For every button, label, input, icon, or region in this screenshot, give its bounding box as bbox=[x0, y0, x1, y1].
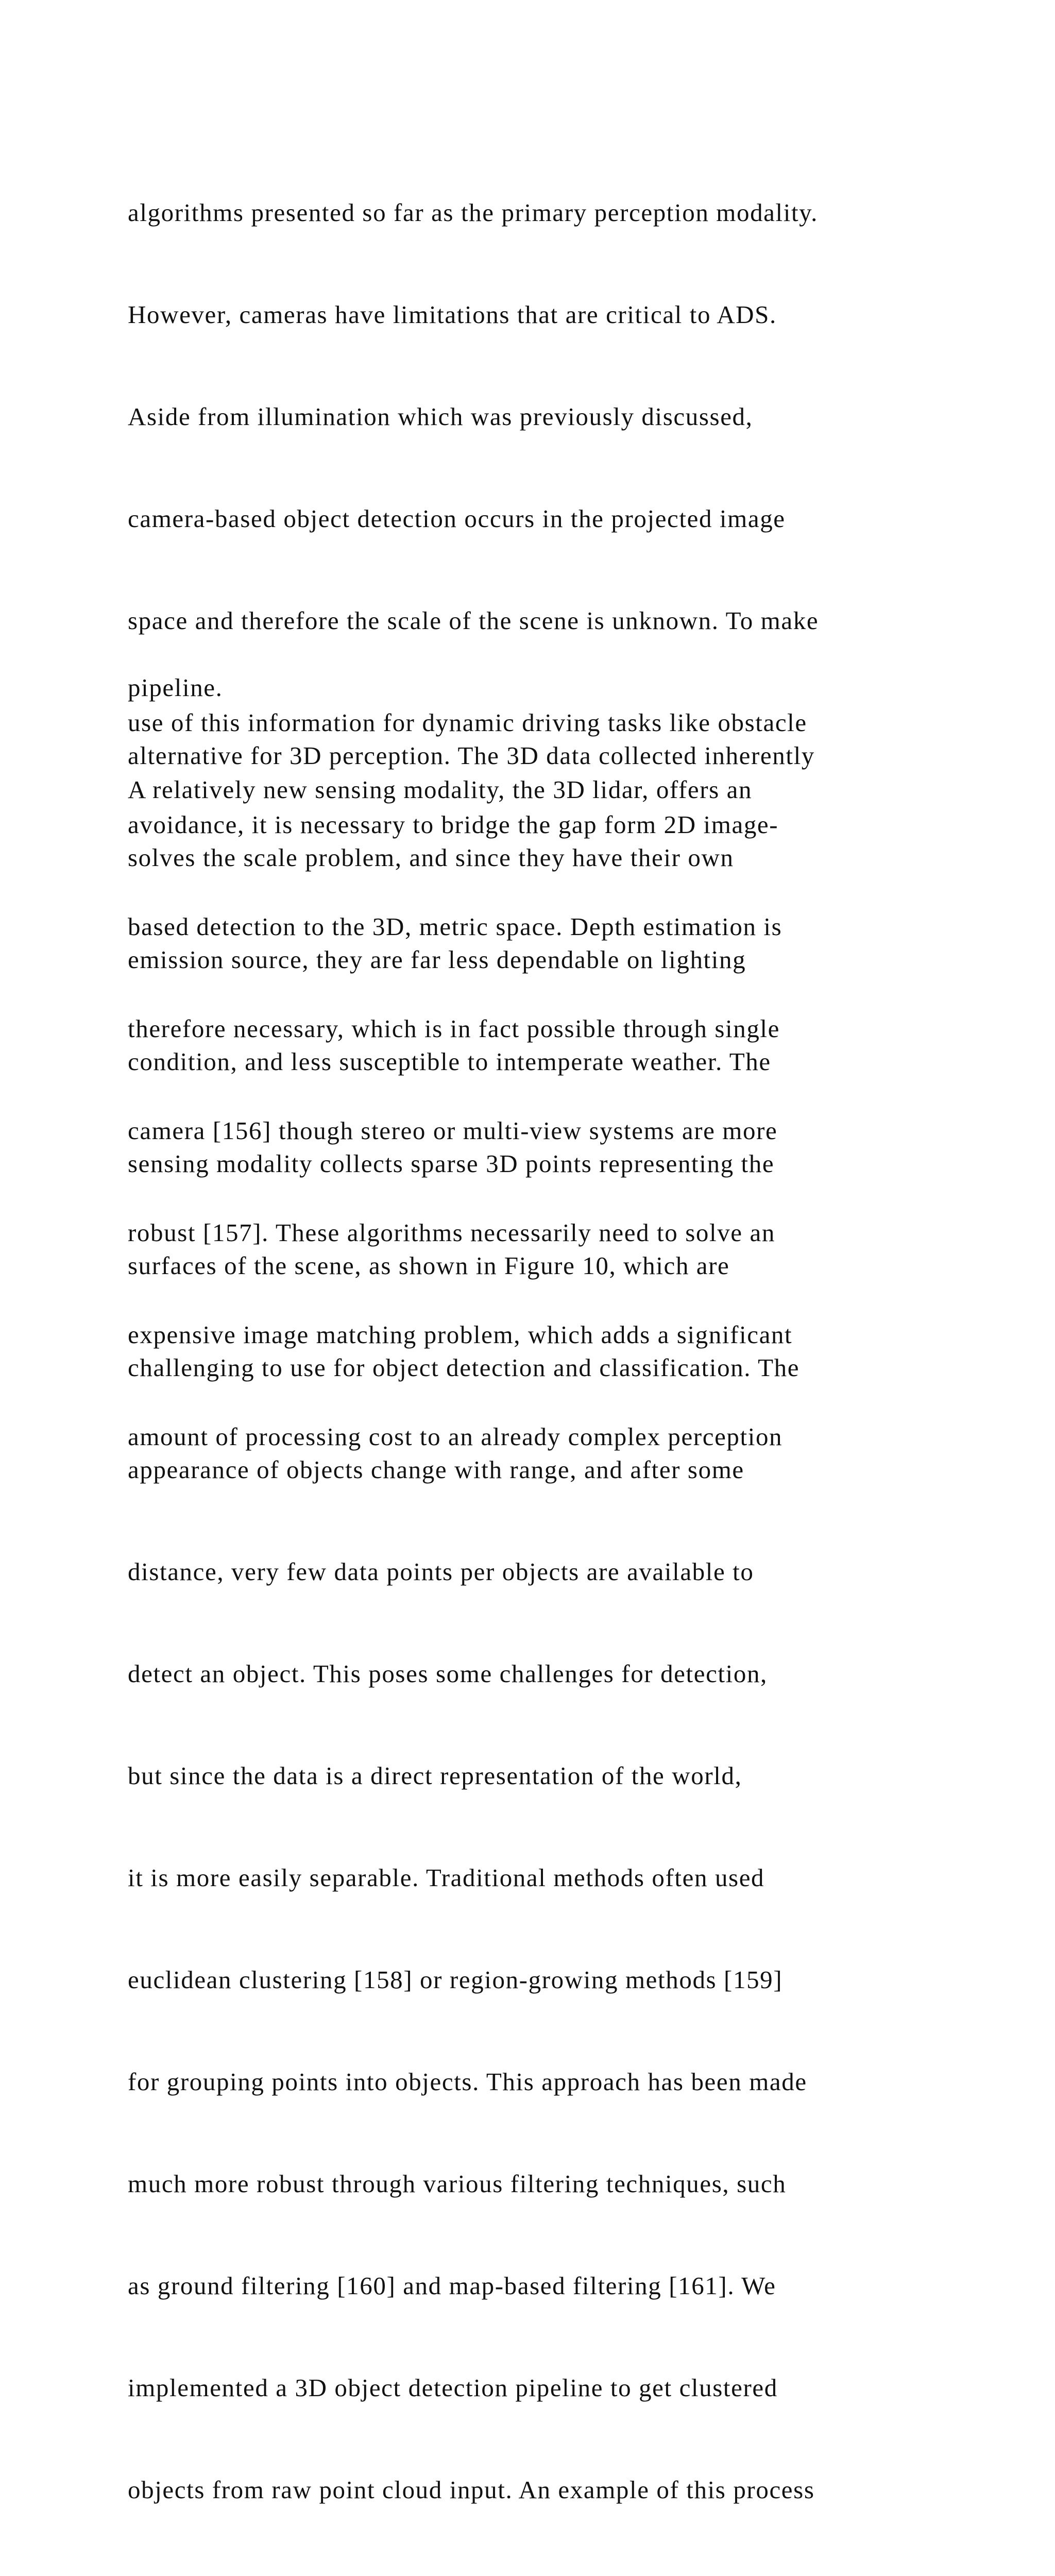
text-line: as ground filtering [160] and map-based filtering [161]. We bbox=[128, 2272, 776, 2300]
text-line: use of this information for dynamic driving tasks like obstacle bbox=[128, 708, 807, 737]
text-line: surfaces of the scene, as shown in Figure 10, which are bbox=[128, 1251, 730, 1280]
text-line: camera [156] though stereo or multi-view systems are more bbox=[128, 1116, 778, 1145]
text-line: challenging to use for object detection and classification. The bbox=[128, 1353, 800, 1382]
text-line: emission source, they are far less dependable on lighting bbox=[128, 945, 746, 974]
text-line: camera-based object detection occurs in the projected image bbox=[128, 504, 786, 533]
text-line: but since the data is a direct representation of the world, bbox=[128, 1761, 742, 1790]
text-line: solves the scale problem, and since they have their own bbox=[128, 843, 734, 872]
text-line: much more robust through various filtering techniques, such bbox=[128, 2170, 787, 2198]
text-line: alternative for 3D perception. The 3D data collected inherently bbox=[128, 741, 815, 770]
text-line: distance, very few data points per objects are available to bbox=[128, 1557, 754, 1586]
text-line: therefore necessary, which is in fact possible through single bbox=[128, 1014, 780, 1043]
text-line: algorithms presented so far as the primary perception modality. bbox=[128, 198, 818, 227]
text-line: it is more easily separable. Traditional methods often used bbox=[128, 1863, 765, 1892]
text-line: implemented a 3D object detection pipeline to get clustered bbox=[128, 2374, 778, 2402]
text-line: space and therefore the scale of the scene is unknown. To make bbox=[128, 606, 819, 635]
text-line: objects from raw point cloud input. An example of this process bbox=[128, 2476, 815, 2504]
text-line: euclidean clustering [158] or region-growing methods [159] bbox=[128, 1965, 783, 1994]
text-line: sensing modality collects sparse 3D points representing the bbox=[128, 1149, 775, 1178]
text-line: expensive image matching problem, which adds a significant bbox=[128, 1320, 793, 1349]
text-line: pipeline. bbox=[128, 673, 223, 702]
text-line: amount of processing cost to an already complex perception bbox=[128, 1422, 783, 1451]
text-line: condition, and less susceptible to intemperate weather. The bbox=[128, 1047, 771, 1076]
text-line: based detection to the 3D, metric space. Depth estimation is bbox=[128, 912, 782, 941]
text-line: However, cameras have limitations that are critical to ADS. bbox=[128, 300, 777, 329]
paragraph-3 bbox=[128, 671, 952, 2576]
text-line: detect an object. This poses some challenges for detection, bbox=[128, 1659, 768, 1688]
text-line: Aside from illumination which was previously discussed, bbox=[128, 402, 753, 431]
text-line: for grouping points into objects. This approach has been made bbox=[128, 2067, 807, 2096]
text-line: appearance of objects change with range, and after some bbox=[128, 1455, 744, 1484]
text-line bbox=[128, 2575, 952, 2576]
text-line: avoidance, it is necessary to bridge the gap form 2D image- bbox=[128, 810, 779, 839]
text-line: robust [157]. These algorithms necessarily need to solve an bbox=[128, 1218, 775, 1247]
text-line: A relatively new sensing modality, the 3D lidar, offers an bbox=[128, 775, 753, 804]
